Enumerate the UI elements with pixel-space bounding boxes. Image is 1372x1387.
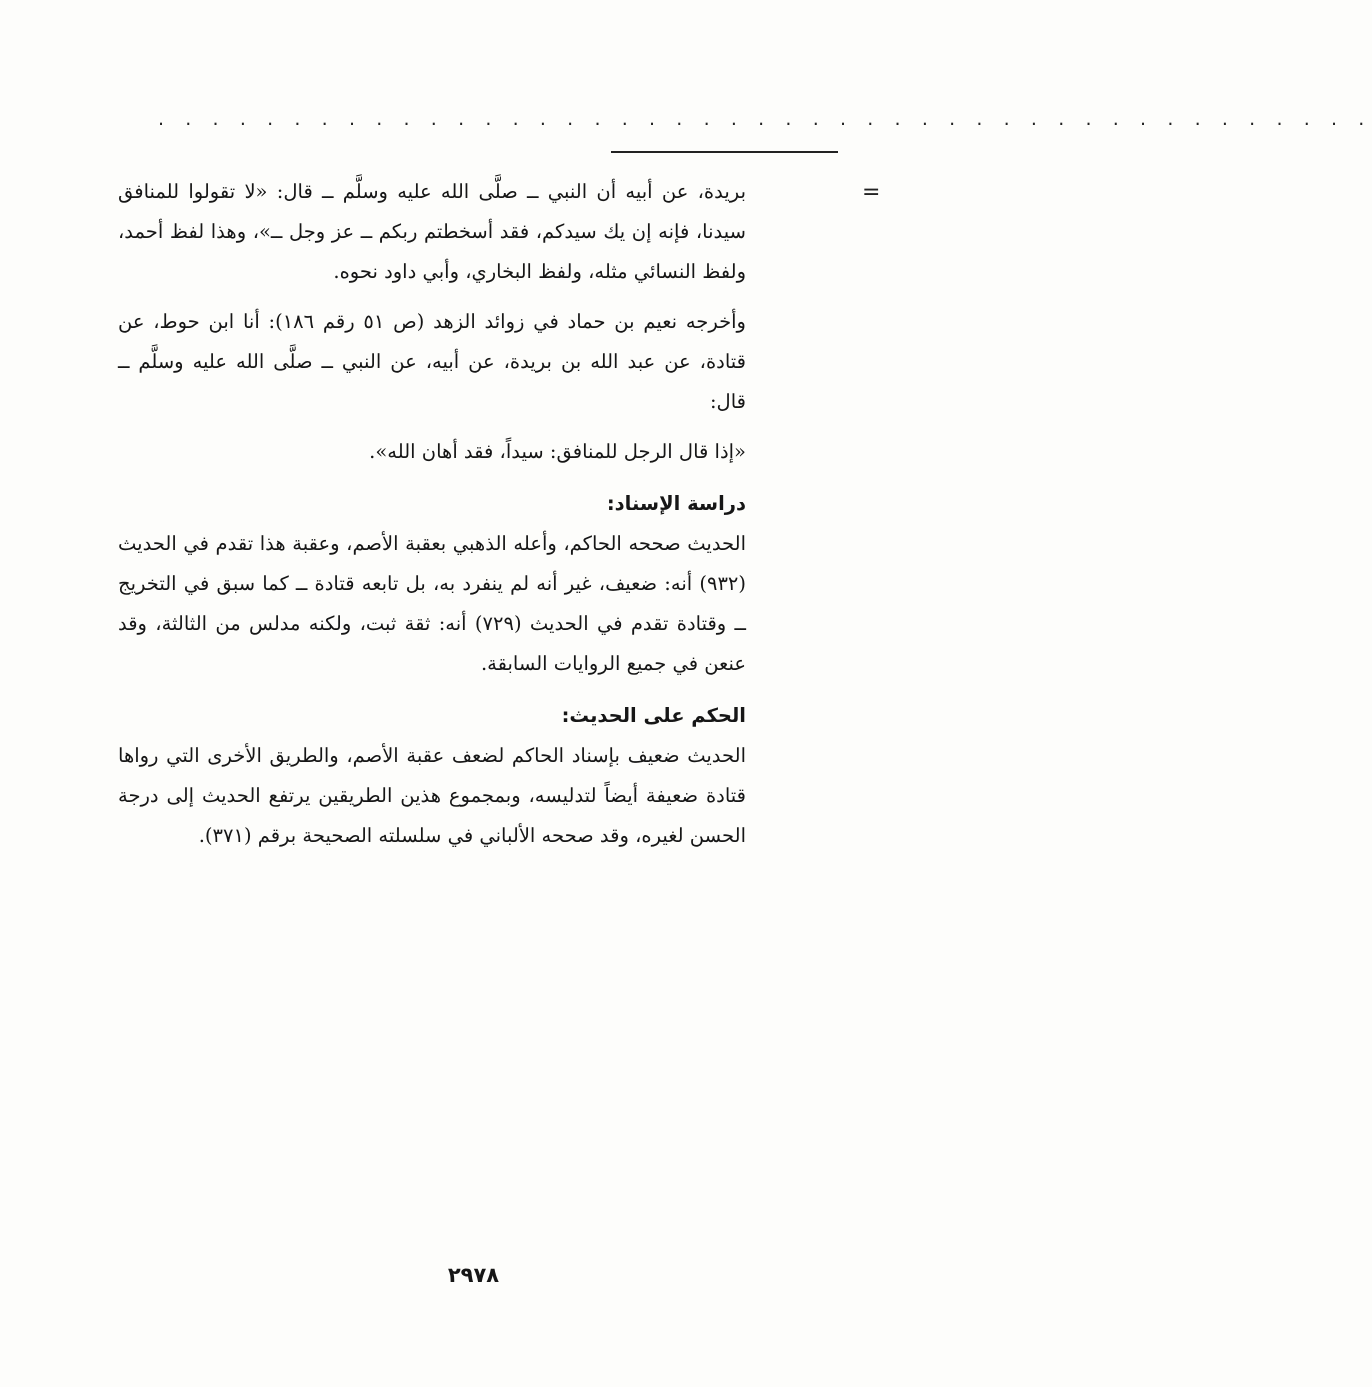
ruling-heading: الحكم على الحديث: (561, 704, 746, 727)
page-number: ٢٩٧٨ (447, 1263, 500, 1287)
footnote-rule (611, 151, 838, 153)
isnad-heading: دراسة الإسناد: (606, 492, 746, 515)
dotted-separator: . . . . . . . . . . . . . . . . . . . . . . . . . . . . . . . . . . . . . . . . . . . . . (158, 108, 1372, 130)
paragraph-hadith-text: بريدة، عن أبيه أن النبي ــ صلَّى الله عليه وسلَّم ــ قال: «لا تقولوا للمنافق سيدنا، فإنه إن يك سيدكم، فقد أسخطتم ربكم ــ عز وجل ــ»، وهذا لفظ أحمد، ولفظ النسائي مثله، ولفظ البخاري، وأبي داود نحوه. (118, 180, 746, 283)
continuation-mark: = (862, 180, 881, 205)
ruling-paragraph: الحديث ضعيف بإسناد الحاكم لضعف عقبة الأصم، والطريق الأخرى التي رواها قتادة ضعيفة أيضاً لتدليسه، وبمجموع هذين الطريقين يرتفع الحديث إلى درجة الحسن لغيره، وقد صححه الألباني في سلسلته الصحيحة برقم (٣٧١). (118, 744, 746, 847)
paragraph-naim-narration: وأخرجه نعيم بن حماد في زوائد الزهد (ص ٥١ رقم ١٨٦): أنا ابن حوط، عن قتادة، عن عبد الله بن بريدة، عن أبيه، عن النبي ــ صلَّى الله عليه وسلَّم ــ قال: (118, 310, 746, 413)
page-content (118, 172, 746, 866)
hadith-quote: «إذا قال الرجل للمنافق: سيداً، فقد أهان الله». (369, 440, 746, 463)
isnad-paragraph: الحديث صححه الحاكم، وأعله الذهبي بعقبة الأصم، وعقبة هذا تقدم في الحديث (٩٣٢) أنه: ضعيف، غير أنه لم ينفرد به، بل تابعه قتادة ــ كما سبق في التخريج ــ وقتادة تقدم في الحديث (٧٢٩) أنه: ثقة ثبت، ولكنه مدلس من الثالثة، وقد عنعن في جميع الروايات السابقة. (118, 532, 746, 675)
